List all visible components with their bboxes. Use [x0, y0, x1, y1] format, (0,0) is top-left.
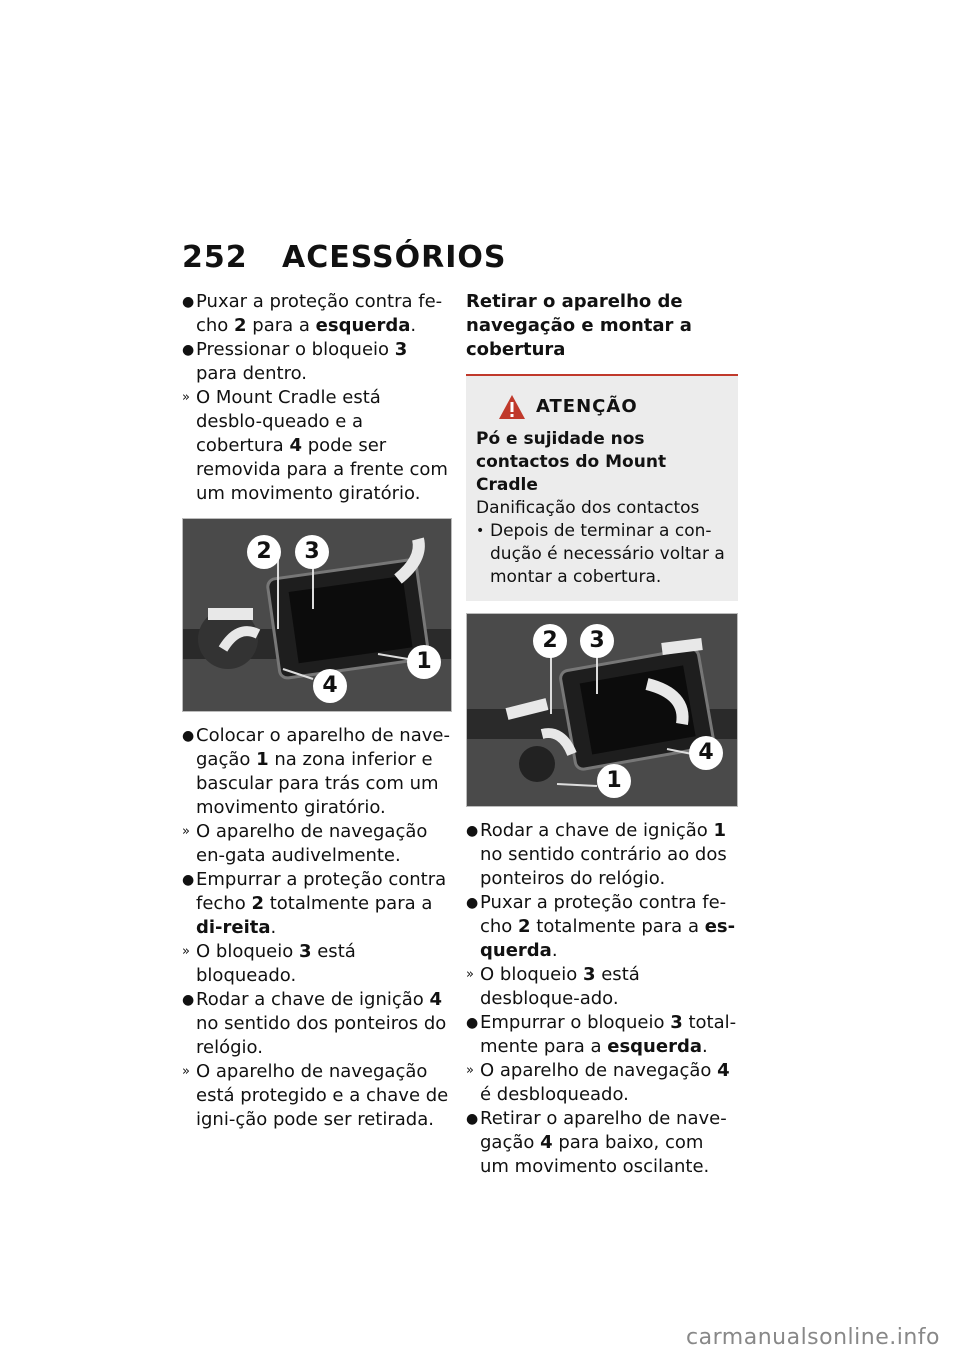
- step-text: para dentro.: [196, 363, 307, 384]
- result-item: [182, 1060, 452, 1132]
- step-text: O Mount Cradle está desblo-queado e a cobertura: [196, 387, 381, 456]
- step-text: O aparelho de navegação está protegido e a chave de igni-ção pode ser retirada.: [196, 1061, 449, 1130]
- callout-2: 2: [247, 535, 281, 569]
- subsection-title: Retirar o aparelho de navegação e montar a cobertura: [466, 291, 692, 360]
- step-item: [466, 819, 738, 891]
- callout-1: 1: [407, 645, 441, 679]
- step-item: [466, 1107, 738, 1179]
- emphasis-text: 3: [394, 339, 408, 360]
- step-item: [466, 1011, 738, 1059]
- step-text: no sentido contrário ao dos ponteiros do relógio.: [480, 844, 727, 889]
- step-text: .: [701, 1036, 708, 1057]
- callout-4: 4: [689, 736, 723, 770]
- result-mark: »: [182, 1064, 190, 1079]
- step-text: está bloqueado.: [196, 941, 356, 986]
- warning-subtitle: Pó e sujidade nos contactos do Mount Cradle: [476, 429, 667, 495]
- step-text: Colocar o aparelho de nave-gação: [196, 725, 450, 770]
- emphasis-text: 3: [582, 964, 596, 985]
- emphasis-text: 2: [251, 893, 264, 914]
- result-item: [466, 963, 738, 1011]
- step-text: é desbloqueado.: [480, 1084, 629, 1105]
- steps-group-a: [182, 290, 452, 506]
- step-item: [182, 338, 452, 386]
- warning-header: [498, 394, 728, 420]
- step-text: Rodar a chave de ignição: [480, 820, 714, 841]
- step-text: O aparelho de navegação: [480, 1060, 718, 1081]
- left-column: [182, 290, 452, 1132]
- bullet-mark: ●: [466, 1111, 479, 1127]
- watermark: carmanualsonline.info: [686, 1325, 940, 1350]
- result-mark: »: [466, 967, 474, 982]
- bullet-mark: •: [476, 523, 485, 539]
- emphasis-text: di-reita: [196, 917, 271, 938]
- warning-text: Danificação dos contactos: [476, 498, 700, 518]
- step-text: para a: [246, 315, 316, 336]
- step-text: totalmente para a: [530, 916, 705, 937]
- step-text: na zona inferior e bascular para trás com um movimento giratório.: [196, 749, 439, 818]
- warning-triangle-icon: [498, 394, 526, 420]
- page-header: [182, 240, 506, 275]
- emphasis-text: esquerda: [607, 1036, 702, 1057]
- step-text: O bloqueio: [480, 964, 583, 985]
- emphasis-text: 2: [518, 916, 531, 937]
- step-text: Puxar a proteção contra fe-cho: [480, 892, 727, 937]
- callout-4: 4: [313, 669, 347, 703]
- emphasis-text: 4: [717, 1060, 730, 1081]
- bullet-mark: ●: [466, 823, 479, 839]
- callout-2: 2: [533, 624, 567, 658]
- install-figure: [182, 518, 452, 712]
- emphasis-text: es-querda: [480, 916, 736, 961]
- callout-1: 1: [597, 764, 631, 798]
- bullet-mark: ●: [182, 342, 195, 358]
- callout-3: 3: [295, 535, 329, 569]
- step-text: total-mente para a: [480, 1012, 737, 1057]
- bullet-mark: ●: [182, 872, 195, 888]
- removal-steps: [466, 819, 738, 1179]
- step-item: [466, 891, 738, 963]
- step-text: Retirar o aparelho de nave-gação: [480, 1108, 727, 1153]
- step-text: .: [551, 940, 558, 961]
- result-item: [182, 386, 452, 506]
- result-mark: »: [182, 824, 190, 839]
- result-mark: »: [182, 944, 190, 959]
- bullet-mark: ●: [466, 895, 479, 911]
- step-text: Rodar a chave de ignição: [196, 989, 430, 1010]
- emphasis-text: 3: [298, 941, 312, 962]
- step-text: no sentido dos ponteiros do relógio.: [196, 1013, 447, 1058]
- step-item: [182, 988, 452, 1060]
- emphasis-text: 4: [540, 1132, 553, 1153]
- step-text: Pressionar o bloqueio: [196, 339, 395, 360]
- emphasis-text: 1: [713, 820, 727, 841]
- emphasis-text: 2: [234, 315, 247, 336]
- bullet-mark: ●: [182, 992, 195, 1008]
- warning-bullet: [476, 520, 728, 589]
- emphasis-text: esquerda: [315, 315, 411, 336]
- step-text: pode ser removida para a frente com um movimento giratório.: [196, 435, 448, 504]
- result-item: [182, 940, 452, 988]
- step-item: [182, 724, 452, 820]
- result-mark: »: [182, 390, 190, 405]
- step-text: está desbloque-ado.: [480, 964, 640, 1009]
- warning-box: [466, 374, 738, 601]
- bullet-mark: ●: [182, 294, 195, 310]
- step-text: para baixo, com um movimento oscilante.: [480, 1132, 710, 1177]
- section-title: ACESSÓRIOS: [282, 240, 507, 275]
- step-text: .: [410, 315, 417, 336]
- step-text: Puxar a proteção contra fe-cho: [196, 291, 443, 336]
- step-text: Empurrar a proteção contra fecho: [196, 869, 447, 914]
- emphasis-text: 4: [289, 435, 302, 456]
- step-text: Empurrar o bloqueio: [480, 1012, 671, 1033]
- emphasis-text: 1: [256, 749, 269, 770]
- step-text: O bloqueio: [196, 941, 299, 962]
- steps-group-b: [182, 724, 452, 1132]
- step-item: [182, 868, 452, 940]
- step-text: O aparelho de navegação en-gata audivelmente.: [196, 821, 428, 866]
- right-column: [466, 290, 738, 1179]
- step-text: totalmente para a: [263, 893, 433, 914]
- page-number: 252: [182, 240, 248, 275]
- removal-figure: [466, 613, 738, 807]
- bullet-mark: ●: [466, 1015, 479, 1031]
- warning-bullet-text: Depois de terminar a con-dução é necessário voltar a montar a cobertura.: [490, 521, 725, 587]
- result-item: [182, 820, 452, 868]
- step-item: [182, 290, 452, 338]
- result-mark: »: [466, 1063, 474, 1078]
- emphasis-text: 4: [429, 989, 443, 1010]
- result-item: [466, 1059, 738, 1107]
- step-text: .: [270, 917, 277, 938]
- bullet-mark: ●: [182, 728, 195, 744]
- warning-title: ATENÇÃO: [536, 396, 638, 417]
- emphasis-text: 3: [670, 1012, 683, 1033]
- callout-3: 3: [580, 624, 614, 658]
